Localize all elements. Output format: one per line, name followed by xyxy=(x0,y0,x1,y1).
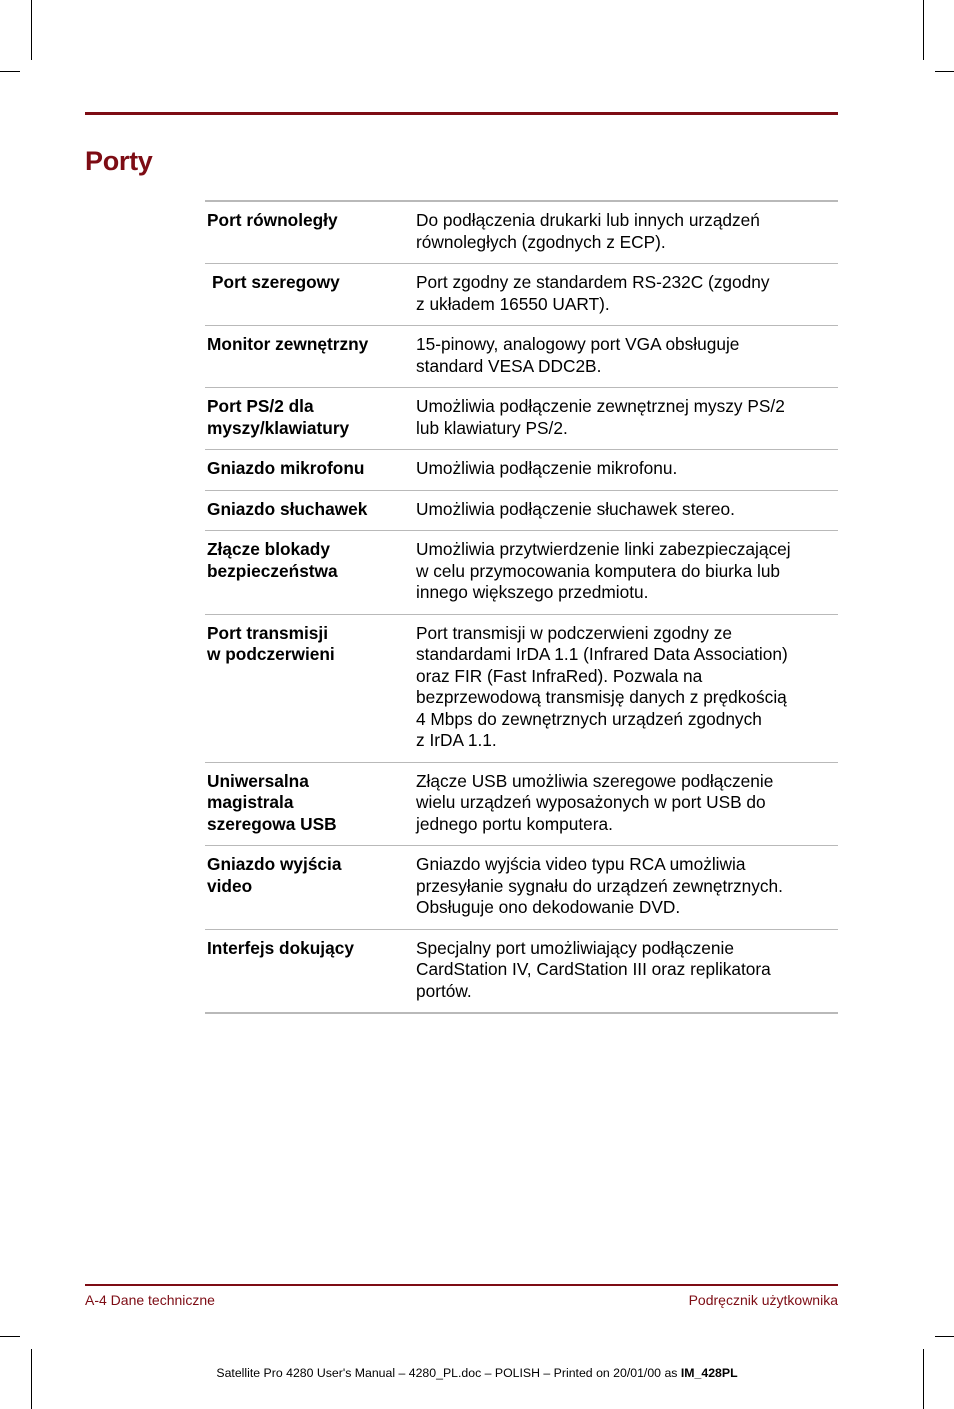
footer-rule xyxy=(85,1284,838,1286)
port-label: Uniwersalna magistrala szeregowa USB xyxy=(207,770,337,834)
footer-section-label: A-4 Dane techniczne xyxy=(85,1292,215,1308)
footer-manual-title: Podręcznik użytkownika xyxy=(688,1292,838,1308)
crop-mark xyxy=(0,1336,20,1337)
port-label: Port PS/2 dla myszy/klawiatury xyxy=(207,396,350,438)
port-description: Złącze USB umożliwia szeregowe podłączenie wielu urządzeń wyposażonych w port USB do jednego portu komputera. xyxy=(416,770,774,834)
port-description: Umożliwia podłączenie zewnętrznej myszy PS/2 lub klawiatury PS/2. xyxy=(416,396,785,438)
crop-mark xyxy=(935,1336,954,1337)
port-label: Gniazdo wyjścia video xyxy=(207,854,342,896)
page-title: Porty xyxy=(85,146,153,176)
crop-mark xyxy=(0,71,20,72)
port-label: Gniazdo mikrofonu xyxy=(207,458,365,478)
print-info xyxy=(0,1366,954,1380)
port-description: Do podłączenia drukarki lub innych urządzeń równoległych (zgodnych z ECP). xyxy=(416,210,760,252)
print-info-text: Satellite Pro 4280 User's Manual – 4280_PL.doc – POLISH – Printed on 20/01/00 as xyxy=(216,1366,681,1380)
port-label: Gniazdo słuchawek xyxy=(207,498,368,519)
port-label: Port równoległy xyxy=(207,210,338,230)
table-row xyxy=(205,763,838,847)
table-row xyxy=(205,202,838,264)
table-row xyxy=(205,450,838,491)
port-description: Port zgodny ze standardem RS-232C (zgodny z układem 16550 UART). xyxy=(416,272,770,314)
port-label: Port szeregowy xyxy=(212,272,340,292)
port-label: Interfejs dokujący xyxy=(207,937,354,958)
ports-table xyxy=(205,200,838,1014)
port-description: Specjalny port umożliwiający podłączenie CardStation IV, CardStation III oraz replikatora portów. xyxy=(416,937,771,1001)
print-code: IM_428PL xyxy=(680,1366,738,1380)
table-row xyxy=(205,491,838,532)
crop-mark xyxy=(935,71,954,72)
port-description: 15-pinowy, analogowy port VGA obsługuje standard VESA DDC2B. xyxy=(416,334,740,376)
header-rule xyxy=(85,112,838,115)
table-row xyxy=(205,615,838,763)
table-row xyxy=(205,531,838,615)
crop-mark xyxy=(923,0,924,60)
crop-mark xyxy=(31,0,32,60)
port-description: Port transmisji w podczerwieni zgodny ze standardami IrDA 1.1 (Infrared Data Association) oraz FIR (Fast InfraRed). Pozwala na bezprzewodową transmisję danych z prędkością 4 Mbps do zewnętrznych urządzeń zgodnych z IrDA 1.1. xyxy=(416,622,788,750)
port-label: Monitor zewnętrzny xyxy=(207,334,369,354)
port-description: Umożliwia podłączenie mikrofonu. xyxy=(416,458,678,478)
table-row xyxy=(205,264,838,326)
port-label: Złącze blokady bezpieczeństwa xyxy=(207,539,338,581)
table-row xyxy=(205,326,838,388)
table-row xyxy=(205,846,838,930)
port-label: Port transmisji w podczerwieni xyxy=(207,622,335,664)
table-row xyxy=(205,930,838,1015)
port-description: Umożliwia podłączenie słuchawek stereo. xyxy=(416,498,735,519)
port-description: Gniazdo wyjścia video typu RCA umożliwia przesyłanie sygnału do urządzeń zewnętrznych. Obsługuje ono dekodowanie DVD. xyxy=(416,854,783,917)
table-row xyxy=(205,388,838,450)
port-description: Umożliwia przytwierdzenie linki zabezpieczającej w celu przymocowania komputera do biurka lub innego większego przedmiotu. xyxy=(416,539,791,602)
